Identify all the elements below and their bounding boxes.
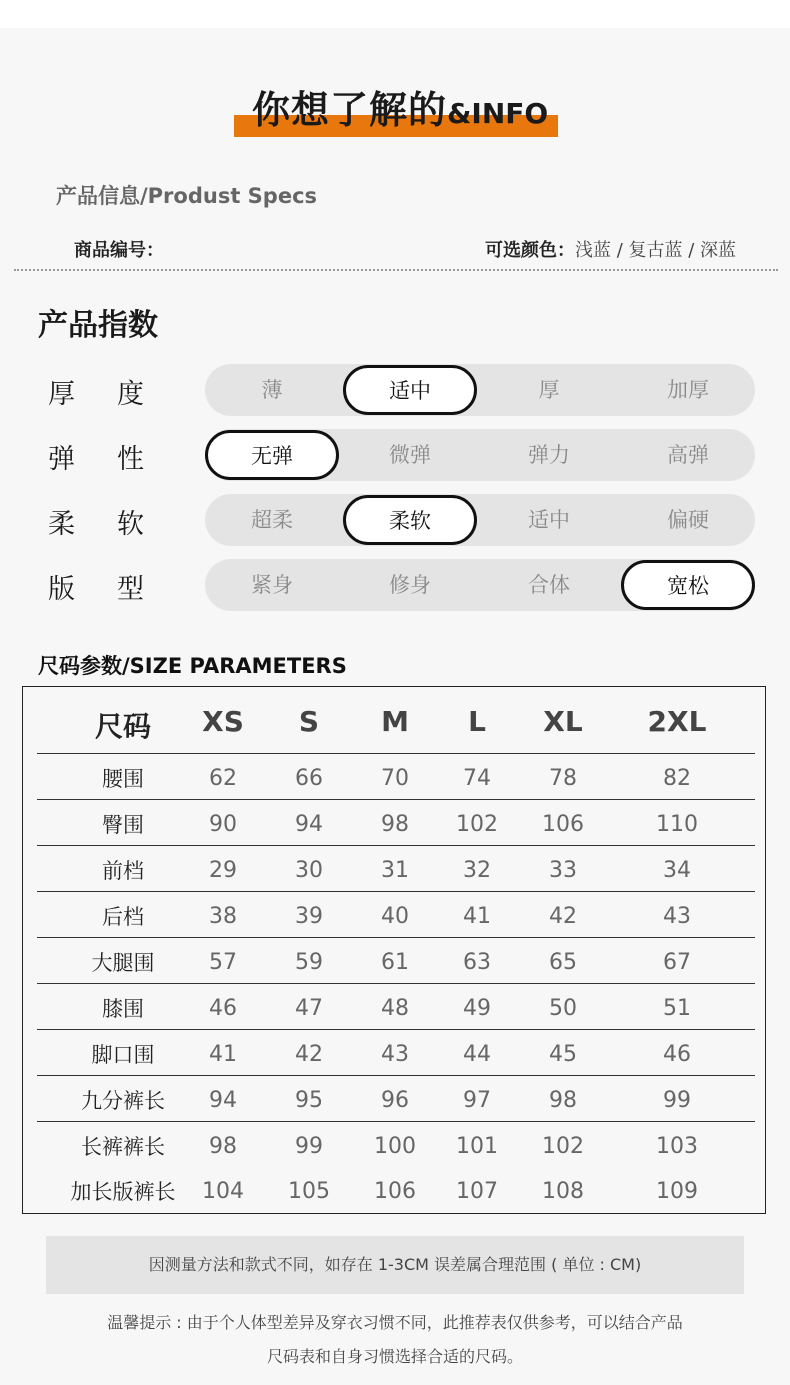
measurement-value: 57 [209, 950, 237, 975]
measurement-note-box [46, 1236, 744, 1294]
table-row [37, 1167, 755, 1212]
measurement-name: 后档 [102, 905, 144, 929]
measurement-note: 因测量方法和款式不同，如存在 1-3CM 误差属合理范围 ( 单位 : CM) [148, 1255, 642, 1274]
index-option-selected: 适中 [343, 365, 477, 415]
measurement-value: 29 [209, 858, 237, 883]
size-table-header [37, 687, 755, 754]
index-row [0, 429, 790, 481]
table-row [37, 892, 755, 938]
index-option: 薄 [261, 378, 283, 402]
index-row [0, 559, 790, 611]
measurement-value: 65 [549, 950, 577, 975]
measurement-value: 105 [288, 1179, 330, 1204]
measurement-value: 30 [295, 858, 323, 883]
measurement-value: 67 [663, 950, 691, 975]
index-label-char: 厚 [48, 379, 75, 410]
measurement-value: 45 [549, 1042, 577, 1067]
size-header-cell: XL [543, 705, 583, 738]
measurement-name: 九分裤长 [81, 1089, 165, 1113]
measurement-value: 108 [542, 1179, 584, 1204]
size-header-cell: L [468, 705, 486, 738]
measurement-value: 102 [456, 812, 498, 837]
measurement-value: 59 [295, 950, 323, 975]
item-number-label: 商品编号： [74, 240, 164, 261]
tip-line-2: 尺码表和自身习惯选择合适的尺码。 [266, 1347, 523, 1366]
product-index-title: 产品指数 [38, 308, 158, 343]
index-option: 超柔 [251, 508, 293, 532]
index-option: 适中 [528, 508, 570, 532]
measurement-value: 110 [656, 812, 698, 837]
index-label-char: 柔 [48, 509, 75, 540]
table-row [37, 754, 755, 800]
measurement-value: 33 [549, 858, 577, 883]
index-option-selected: 宽松 [621, 560, 755, 610]
index-row-label [48, 567, 144, 606]
measurement-value: 100 [374, 1134, 416, 1159]
measurement-value: 46 [663, 1042, 691, 1067]
title-main: 你想了解的 [252, 88, 448, 132]
size-table [37, 687, 755, 1212]
index-option: 偏硬 [667, 508, 709, 532]
measurement-value: 78 [549, 766, 577, 791]
measurement-value: 32 [463, 858, 491, 883]
tip-line-1: 温馨提示 : 由于个人体型差异及穿衣习惯不同，此推荐表仅供参考，可以结合产品 [107, 1313, 683, 1332]
measurement-name: 加长版裤长 [70, 1180, 176, 1204]
index-label-char: 版 [48, 574, 75, 605]
index-label-char: 型 [117, 574, 144, 605]
measurement-value: 61 [381, 950, 409, 975]
index-option-track [205, 494, 755, 546]
measurement-value: 107 [456, 1179, 498, 1204]
measurement-value: 31 [381, 858, 409, 883]
index-option: 高弹 [667, 443, 709, 467]
product-specs-label: 产品信息/Produst Specs [56, 184, 318, 208]
table-row [37, 800, 755, 846]
measurement-value: 42 [549, 904, 577, 929]
measurement-value: 70 [381, 766, 409, 791]
measurement-name: 脚口围 [91, 1043, 155, 1067]
measurement-value: 99 [295, 1134, 323, 1159]
measurement-value: 43 [663, 904, 691, 929]
index-option-selected: 无弹 [205, 430, 339, 480]
measurement-value: 42 [295, 1042, 323, 1067]
index-option: 厚 [538, 378, 560, 402]
measurement-value: 46 [209, 996, 237, 1021]
size-header-cell: S [298, 705, 320, 738]
index-option: 加厚 [667, 378, 709, 402]
measurement-value: 106 [542, 812, 584, 837]
measurement-value: 51 [663, 996, 691, 1021]
top-band [0, 0, 790, 28]
index-option-track [205, 559, 755, 611]
measurement-value: 62 [209, 766, 237, 791]
measurement-value: 48 [381, 996, 409, 1021]
index-option: 弹力 [528, 443, 570, 467]
measurement-value: 63 [463, 950, 491, 975]
measurement-name: 膝围 [102, 997, 144, 1021]
measurement-name: 长裤裤长 [81, 1135, 165, 1159]
table-row [37, 938, 755, 984]
measurement-value: 96 [381, 1088, 409, 1113]
measurement-value: 49 [463, 996, 491, 1021]
measurement-name: 腰围 [102, 767, 144, 791]
index-option: 修身 [389, 573, 431, 597]
measurement-value: 41 [463, 904, 491, 929]
measurement-value: 109 [656, 1179, 698, 1204]
size-header-cell: 2XL [647, 705, 707, 738]
measurement-value: 50 [549, 996, 577, 1021]
table-row [37, 846, 755, 892]
measurement-value: 43 [381, 1042, 409, 1067]
measurement-value: 103 [656, 1134, 698, 1159]
size-table-box [22, 686, 766, 1214]
table-row [37, 1030, 755, 1076]
index-label-char: 性 [117, 444, 144, 475]
index-option: 合体 [528, 573, 570, 597]
measurement-value: 102 [542, 1134, 584, 1159]
index-option: 微弹 [389, 443, 431, 467]
measurement-value: 99 [663, 1088, 691, 1113]
section-title [234, 86, 558, 138]
index-row [0, 494, 790, 546]
measurement-value: 34 [663, 858, 691, 883]
measurement-value: 104 [202, 1179, 244, 1204]
measurement-name: 臀围 [102, 813, 144, 837]
measurement-value: 98 [381, 812, 409, 837]
measurement-value: 66 [295, 766, 323, 791]
measurement-value: 39 [295, 904, 323, 929]
index-row-label [48, 437, 144, 476]
measurement-value: 41 [209, 1042, 237, 1067]
measurement-value: 94 [209, 1088, 237, 1113]
index-label-char: 软 [117, 509, 144, 540]
measurement-name: 大腿围 [91, 951, 155, 975]
measurement-name: 前档 [102, 859, 144, 883]
title-text [252, 86, 548, 142]
measurement-value: 90 [209, 812, 237, 837]
table-row [37, 1122, 755, 1167]
measurement-value: 40 [381, 904, 409, 929]
index-option: 紧身 [251, 573, 293, 597]
size-header-label: 尺码 [94, 710, 151, 743]
dotted-divider [14, 269, 778, 271]
available-colors [485, 236, 736, 262]
table-row [37, 984, 755, 1030]
colors-value: 浅蓝 / 复古蓝 / 深蓝 [574, 240, 736, 261]
measurement-value: 98 [209, 1134, 237, 1159]
index-label-char: 弹 [48, 444, 75, 475]
measurement-value: 101 [456, 1134, 498, 1159]
index-row-label [48, 372, 144, 411]
size-header-cell: XS [202, 705, 244, 738]
measurement-value: 97 [463, 1088, 491, 1113]
measurement-value: 82 [663, 766, 691, 791]
index-row-label [48, 502, 144, 541]
table-row [37, 1076, 755, 1122]
index-option-track [205, 364, 755, 416]
measurement-value: 106 [374, 1179, 416, 1204]
measurement-value: 38 [209, 904, 237, 929]
measurement-value: 44 [463, 1042, 491, 1067]
index-row [0, 364, 790, 416]
size-header-cell: M [381, 705, 409, 738]
colors-label: 可选颜色： [484, 240, 575, 261]
index-label-char: 度 [117, 379, 144, 410]
measurement-value: 47 [295, 996, 323, 1021]
measurement-value: 74 [463, 766, 491, 791]
index-option-selected: 柔软 [343, 495, 477, 545]
measurement-value: 94 [295, 812, 323, 837]
measurement-value: 98 [549, 1088, 577, 1113]
title-info: &INFO [447, 97, 549, 130]
size-parameters-title: 尺码参数/SIZE PARAMETERS [38, 654, 347, 678]
index-option-track [205, 429, 755, 481]
measurement-value: 95 [295, 1088, 323, 1113]
